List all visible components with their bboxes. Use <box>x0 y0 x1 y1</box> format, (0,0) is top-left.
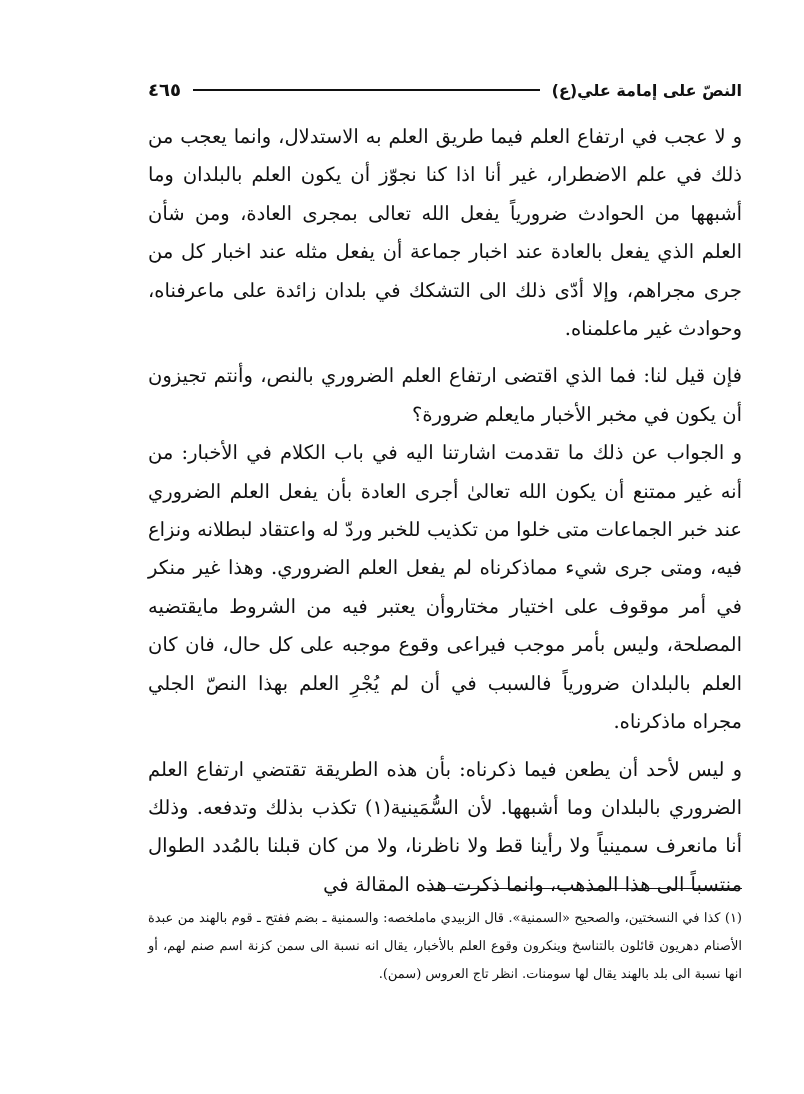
paragraph-1: و لا عجب في ارتفاع العلم فيما طريق العلم به الاستدلال، وانما يعجب من ذلك في علم الاضطرار، غير أنا اذا كنا نجوّز أن يكون العلم بالبلدان وما أشبهها من الحوادث ضرورياً يفعل الله تعالى بمجرى العادة، ومن شأن العلم الذي يفعل بالعادة عند اخبار جماعة أن يفعل مثله عند اخبار كل من جرى مجراهم، وإلا أدّى ذلك الى التشكك في بلدان زائدة على ماعرفناه، وحوادث غير ماعلمناه. <box>148 125 742 341</box>
paragraph-4: و ليس لأحد أن يطعن فيما ذكرناه: بأن هذه الطريقة تقتضي ارتفاع العلم الضروري بالبلدان وما أشبهها. لأن السُّمَينية(١) تكذب بذلك وتدفعه. وذلك أنا مانعرف سمينياً ولا رأينا قط ولا ناظرنا، ولا من كان قبلنا بالمُدد الطوال منتسباً الى هذا المذهب، وانما ذكرت هذه المقالة في <box>148 757 742 896</box>
main-text <box>148 118 742 904</box>
header-title: النصّ على إمامة علي(ع) <box>551 80 742 100</box>
footnotes <box>148 905 742 989</box>
header-rule <box>193 89 540 91</box>
page-number: ٤٦٥ <box>148 79 181 101</box>
footnote-separator <box>424 888 742 889</box>
running-header <box>148 74 742 106</box>
paragraph-3: و الجواب عن ذلك ما تقدمت اشارتنا اليه في باب الكلام في الأخبار: من أنه غير ممتنع أن يكون الله تعالىٰ أجرى العادة بأن يفعل العلم الضروري عند خبر الجماعات متى خلوا من تكذيب للخبر وردّ له واعتقاد لبطلانه ونزاع فيه، ومتى جرى شيء مماذكرناه لم يفعل العلم الضروري. وهذا غير منكر في أمر موقوف على اختيار مختاروأن يعتبر فيه من الشروط مايقتضيه المصلحة، وليس بأمر موجب فيراعى وقوع موجبه على كل حال، فان كان العلم بالبلدان ضرورياً فالسبب في أن لم يُجْرِ العلم بهذا النصّ الجلي مجراه ماذكرناه. <box>148 441 742 734</box>
footnote-1: (١) كذا في النسختين، والصحيح «السمنية». قال الزبيدي ماملخصه: والسمنية ـ بضم ففتح ـ قوم بالهند من عبدة الأصنام دهريون قائلون بالتناسخ وينكرون وقوع العلم بالأخبار، يقال انه نسبة الى سمن كزنة اسم صنم لهم، أو انها نسبة الى بلد بالهند يقال لها سومنات. انظر تاج العروس (سمن). <box>148 911 742 982</box>
paragraph-2: فإن قيل لنا: فما الذي اقتضى ارتفاع العلم الضروري بالنص، وأنتم تجيزون أن يكون في مخبر الأخبار مايعلم ضرورة؟ <box>148 364 742 426</box>
